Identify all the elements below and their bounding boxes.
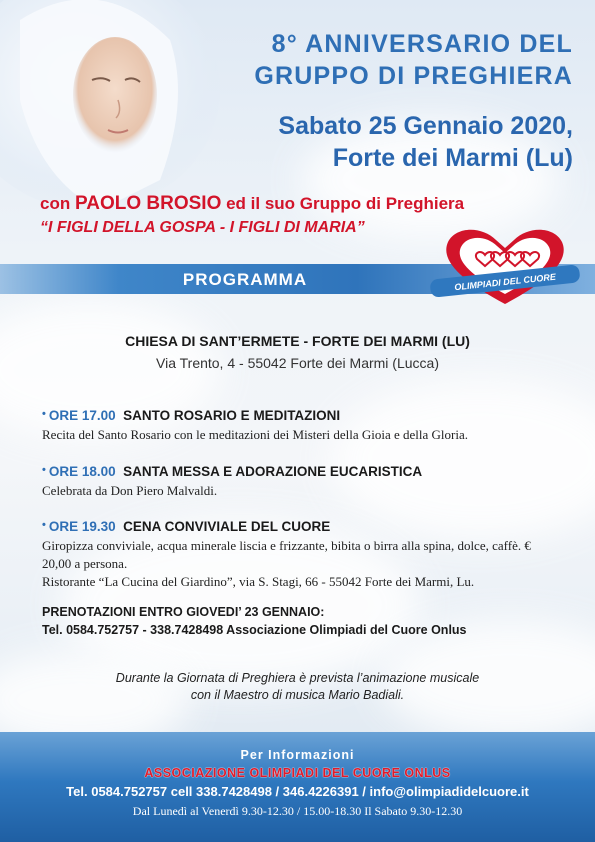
program-item-desc: Recita del Santo Rosario con le meditazioni dei Misteri della Gioia e della Gloria.: [42, 427, 468, 442]
footer-contacts: [0, 732, 595, 842]
booking-deadline: PRENOTAZIONI ENTRO GIOVEDI’ 23 GENNAIO:: [42, 605, 325, 619]
program-item-time: ORE 19.30: [48, 519, 116, 534]
group-name: “I FIGLI DELLA GOSPA - I FIGLI DI MARIA”: [40, 219, 365, 236]
madonna-image: [0, 0, 230, 210]
contact-line: Tel. 0584.752757 cell 338.7428498 / 346.4226391 / info@olimpiadidelcuore.it: [66, 784, 529, 799]
program-item-cena: • ORE 19.30 CENA CONVIVIALE DEL CUORE Giropizza conviviale, acqua minerale liscia e frizzante, bibita o birra alla spina, dolce, caffè. € 20,00 a persona. Ristorante “La Cucina del Giardino”, via S. Stagi, 66 - 55042 Forte dei Marmi, Lu.: [42, 519, 562, 591]
logo-text: OLIMPIADI DEL CUORE: [453, 271, 557, 293]
guest-suffix: ed il suo Gruppo di Preghiera: [226, 194, 465, 213]
title-line-1: 8° ANNIVERSARIO DEL: [271, 30, 573, 58]
music-note-line-2: con il Maestro di musica Mario Badiali.: [190, 688, 405, 702]
program-item-rosario: • ORE 17.00 SANTO ROSARIO E MEDITAZIONI Recita del Santo Rosario con le meditazioni dei Misteri della Gioia e della Gloria.: [42, 408, 562, 444]
info-label: Per Informazioni: [240, 748, 355, 762]
church-name: CHIESA DI SANT’ERMETE - FORTE DEI MARMI (LU): [125, 333, 470, 349]
music-note-line-1: Durante la Giornata di Preghiera è prevista l’animazione musicale: [115, 671, 480, 685]
music-note: [0, 670, 595, 704]
program-item-time: ORE 18.00: [48, 464, 116, 479]
program-item-title: SANTA MESSA E ADORAZIONE EUCARISTICA: [123, 464, 423, 479]
program-label: PROGRAMMA: [182, 270, 308, 289]
title-line-2: GRUPPO DI PREGHIERA: [254, 62, 573, 90]
church-address: Via Trento, 4 - 55042 Forte dei Marmi (Lucca): [156, 355, 439, 371]
olimpiadi-del-cuore-logo: [430, 220, 580, 310]
association-name: ASSOCIAZIONE OLIMPIADI DEL CUORE ONLUS: [144, 766, 451, 780]
program-item-title: SANTO ROSARIO E MEDITAZIONI: [123, 408, 341, 423]
program-item-restaurant: Ristorante “La Cucina del Giardino”, via S. Stagi, 66 - 55042 Forte dei Marmi, Lu.: [42, 574, 475, 589]
guest-name: PAOLO BROSIO: [74, 193, 222, 214]
program-item-desc: Giropizza conviviale, acqua minerale liscia e frizzante, bibita o birra alla spina, dolce, caffè. € 20,00 a persona.: [42, 538, 531, 571]
date-line-2: Forte dei Marmi (Lu): [332, 144, 573, 172]
program-item-messa: • ORE 18.00 SANTA MESSA E ADORAZIONE EUCARISTICA Celebrata da Don Piero Malvaldi.: [42, 464, 562, 500]
event-title: [254, 28, 573, 92]
guest-prefix: con: [40, 194, 71, 213]
booking-phone: Tel. 0584.752757 - 338.7428498 Associazione Olimpiadi del Cuore Onlus: [42, 623, 467, 637]
program-item-title: CENA CONVIVIALE DEL CUORE: [123, 519, 331, 534]
program-item-desc: Celebrata da Don Piero Malvaldi.: [42, 483, 218, 498]
event-date: [278, 110, 573, 174]
date-line-1: Sabato 25 Gennaio 2020,: [278, 112, 573, 140]
guest-line: [40, 193, 464, 215]
office-hours: Dal Lunedì al Venerdì 9.30-12.30 / 15.00-18.30 Il Sabato 9.30-12.30: [132, 804, 463, 818]
booking-info: [42, 603, 467, 639]
program-item-time: ORE 17.00: [48, 408, 116, 423]
